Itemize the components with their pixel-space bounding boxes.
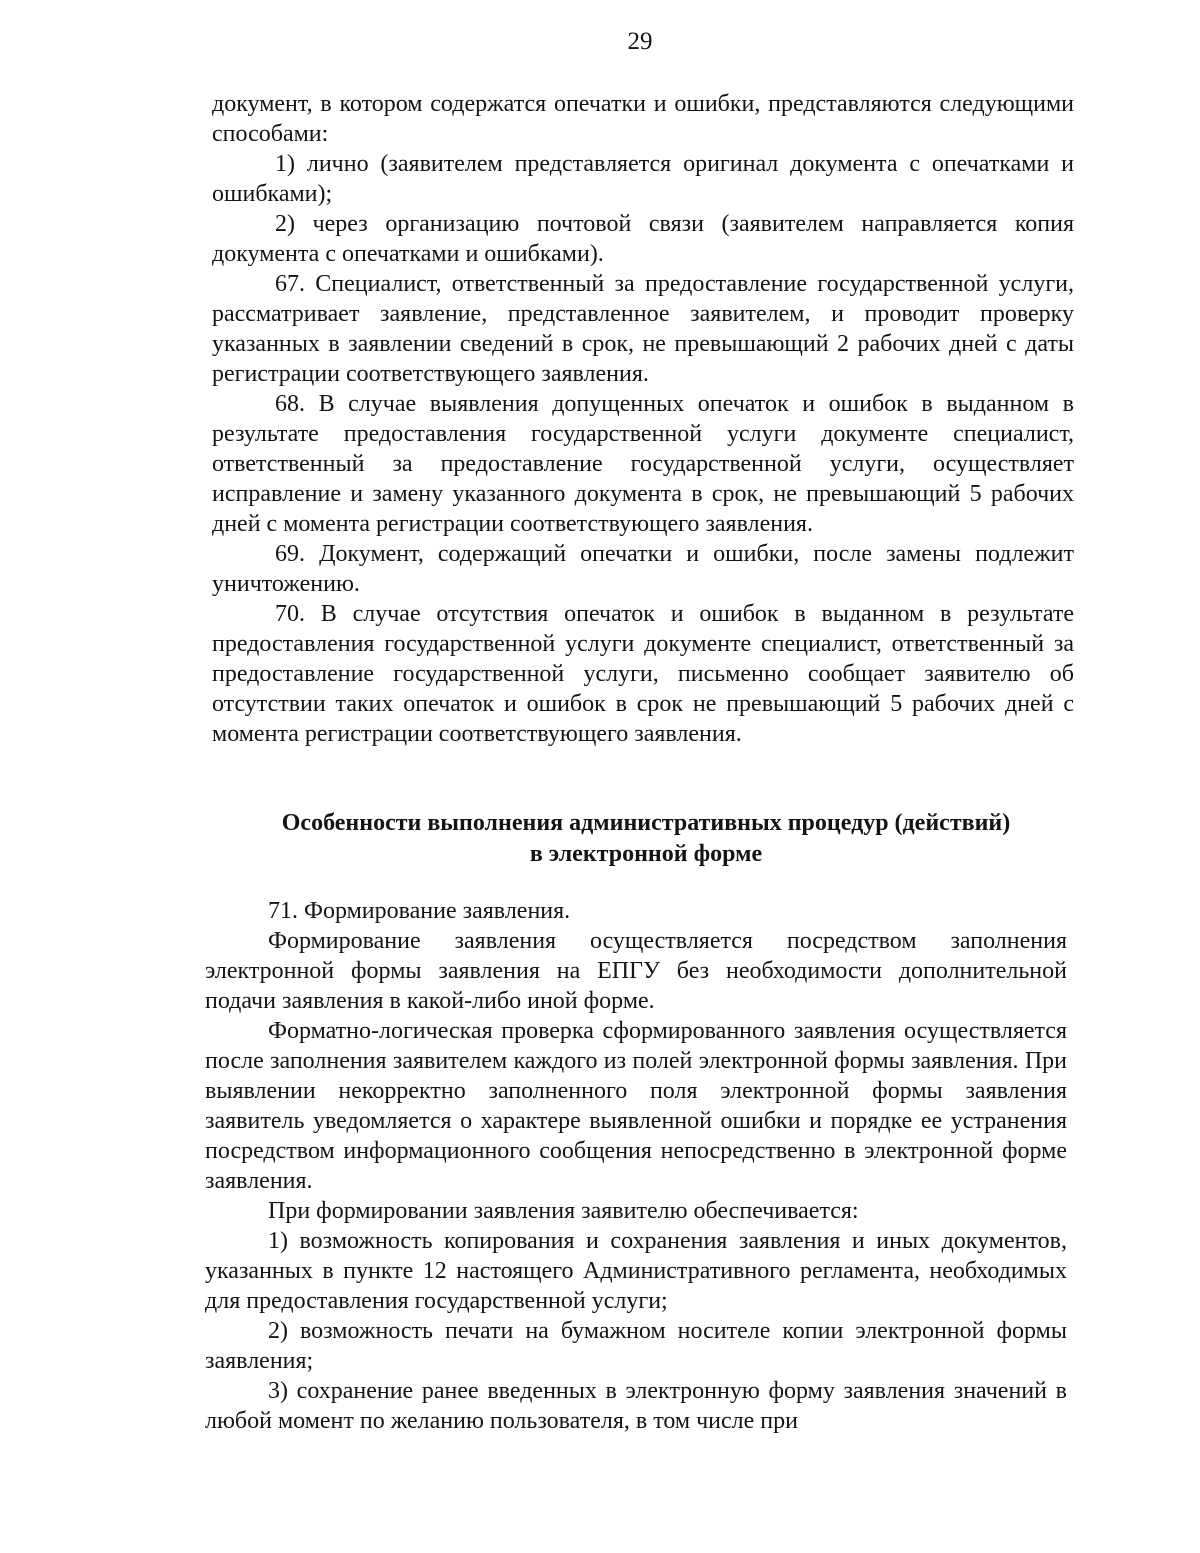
paragraph-68: 68. В случае выявления допущенных опечаток и ошибок в выданном в результате предоставления государственной услуги документе специалист, ответственный за предоставление государственной услуги, осуществляет исправление и замену указанного документа в срок, не превышающий 5 рабочих дней с момента регистрации соответствующего заявления.: [212, 391, 1074, 537]
bottom-text-block: [205, 896, 1067, 1436]
paragraph-67: 67. Специалист, ответственный за предоставление государственной услуги, рассматривает заявление, представленное заявителем, и проводит проверку указанных в заявлении сведений в срок, не превышающий 2 рабочих дней с даты регистрации соответствующего заявления.: [212, 271, 1074, 387]
paragraph-69: 69. Документ, содержащий опечатки и ошибки, после замены подлежит уничтожению.: [212, 541, 1074, 597]
section-heading-line-1: Особенности выполнения административных процедур (действий): [281, 810, 1011, 836]
paragraph-continuation: документ, в котором содержатся опечатки и ошибки, представляются следующими способами:: [212, 91, 1074, 147]
top-text-block: [212, 89, 1074, 749]
paragraph-provided: При формировании заявления заявителю обеспечивается:: [268, 1198, 859, 1224]
section-heading: [210, 808, 1082, 870]
paragraph-71: 71. Формирование заявления.: [268, 898, 571, 924]
paragraph-item-3: 3) сохранение ранее введенных в электронную форму заявления значений в любой момент по желанию пользователя, в том числе при: [205, 1378, 1067, 1434]
paragraph-list-item-1: 1) лично (заявителем представляется оригинал документа с опечатками и ошибками);: [212, 151, 1074, 207]
paragraph-list-item-2: 2) через организацию почтовой связи (заявителем направляется копия документа с опечатками и ошибками).: [212, 211, 1074, 267]
paragraph-item-2: 2) возможность печати на бумажном носителе копии электронной формы заявления;: [205, 1318, 1067, 1374]
paragraph-item-1: 1) возможность копирования и сохранения заявления и иных документов, указанных в пункте 12 настоящего Административного регламента, необходимых для предоставления государственной услуги;: [205, 1228, 1067, 1314]
section-heading-line-2: в электронной форме: [529, 841, 763, 867]
page-number: 29: [627, 28, 653, 55]
paragraph-format-check: Форматно-логическая проверка сформированного заявления осуществляется после заполнения заявителем каждого из полей электронной формы заявления. При выявлении некорректно заполненного поля электронной формы заявления заявитель уведомляется о характере выявленной ошибки и порядке ее устранения посредством информационного сообщения непосредственно в электронной форме заявления.: [205, 1018, 1067, 1194]
paragraph-70: 70. В случае отсутствия опечаток и ошибок в выданном в результате предоставления государственной услуги документе специалист, ответственный за предоставление государственной услуги, письменно сообщает заявителю об отсутствии таких опечаток и ошибок в срок не превышающий 5 рабочих дней с момента регистрации соответствующего заявления.: [212, 601, 1074, 747]
paragraph-form-creation: Формирование заявления осуществляется посредством заполнения электронной формы заявления на ЕПГУ без необходимости дополнительной подачи заявления в какой-либо иной форме.: [205, 928, 1067, 1014]
